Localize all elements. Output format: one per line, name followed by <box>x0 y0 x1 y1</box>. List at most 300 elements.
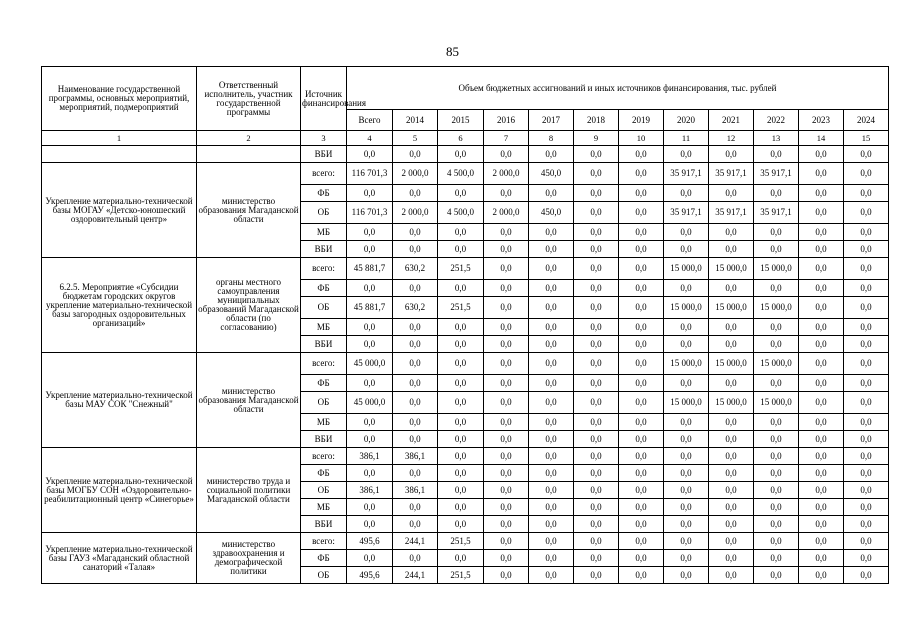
value-cell: 0,0 <box>574 258 619 280</box>
value-cell: 0,0 <box>754 533 799 550</box>
header-name: Наименование государственной программы, основных мероприятий, мероприятий, подмероприятий <box>42 67 197 131</box>
value-cell: 0,0 <box>529 533 574 550</box>
value-cell: 0,0 <box>529 185 574 202</box>
value-cell: 0,0 <box>844 482 889 499</box>
value-cell: 0,0 <box>844 465 889 482</box>
source-cell: МБ <box>301 414 347 431</box>
value-cell: 15 000,0 <box>754 392 799 414</box>
value-cell: 0,0 <box>484 353 529 375</box>
value-cell: 0,0 <box>484 567 529 584</box>
value-cell: 0,0 <box>844 414 889 431</box>
total-cell: 0,0 <box>347 499 393 516</box>
value-cell: 0,0 <box>393 499 438 516</box>
budget-table <box>41 66 889 584</box>
value-cell: 0,0 <box>664 448 709 465</box>
value-cell: 0,0 <box>844 336 889 353</box>
value-cell: 630,2 <box>393 258 438 280</box>
value-cell: 0,0 <box>574 353 619 375</box>
source-cell: всего: <box>301 533 347 550</box>
value-cell: 251,5 <box>438 297 484 319</box>
value-cell: 0,0 <box>574 185 619 202</box>
value-cell: 0,0 <box>664 567 709 584</box>
column-number: 6 <box>438 131 484 146</box>
value-cell: 0,0 <box>799 353 844 375</box>
value-cell: 0,0 <box>484 297 529 319</box>
value-cell: 0,0 <box>529 567 574 584</box>
value-cell: 0,0 <box>799 499 844 516</box>
value-cell: 0,0 <box>438 448 484 465</box>
value-cell: 0,0 <box>574 336 619 353</box>
value-cell: 0,0 <box>484 280 529 297</box>
value-cell: 0,0 <box>619 465 664 482</box>
program-name: Укрепление материально-технической базы ГАУЗ «Магаданский областной санаторий «Талая» <box>42 533 197 584</box>
value-cell: 0,0 <box>619 448 664 465</box>
value-cell: 0,0 <box>754 465 799 482</box>
value-cell: 0,0 <box>709 465 754 482</box>
total-cell: 495,6 <box>347 567 393 584</box>
value-cell: 15 000,0 <box>709 258 754 280</box>
value-cell: 0,0 <box>799 297 844 319</box>
value-cell: 0,0 <box>664 431 709 448</box>
value-cell: 0,0 <box>529 241 574 258</box>
value-cell: 35 917,1 <box>709 202 754 224</box>
value-cell: 0,0 <box>754 185 799 202</box>
value-cell: 0,0 <box>844 163 889 185</box>
value-cell: 0,0 <box>844 375 889 392</box>
value-cell: 0,0 <box>844 258 889 280</box>
source-cell: ОБ <box>301 567 347 584</box>
value-cell: 0,0 <box>529 431 574 448</box>
value-cell: 0,0 <box>574 319 619 336</box>
value-cell: 0,0 <box>574 465 619 482</box>
value-cell: 15 000,0 <box>754 258 799 280</box>
value-cell: 0,0 <box>619 224 664 241</box>
header-year-2016: 2016 <box>484 110 529 131</box>
value-cell: 0,0 <box>709 414 754 431</box>
source-cell: всего: <box>301 163 347 185</box>
value-cell: 0,0 <box>484 146 529 163</box>
value-cell: 0,0 <box>529 414 574 431</box>
source-cell: всего: <box>301 353 347 375</box>
value-cell: 0,0 <box>574 499 619 516</box>
executor-name: министерство здравоохранения и демографической политики <box>197 533 301 584</box>
column-number: 10 <box>619 131 664 146</box>
source-cell: МБ <box>301 224 347 241</box>
value-cell: 450,0 <box>529 202 574 224</box>
value-cell: 0,0 <box>799 414 844 431</box>
header-volume: Объем бюджетных ассигнований и иных источников финансирования, тыс. рублей <box>347 67 889 110</box>
value-cell: 251,5 <box>438 258 484 280</box>
value-cell: 0,0 <box>709 280 754 297</box>
total-cell: 45 881,7 <box>347 297 393 319</box>
value-cell: 0,0 <box>574 163 619 185</box>
value-cell: 0,0 <box>484 414 529 431</box>
value-cell: 0,0 <box>393 224 438 241</box>
carryover-blank-executor <box>197 146 301 163</box>
value-cell: 0,0 <box>574 550 619 567</box>
value-cell: 15 000,0 <box>754 297 799 319</box>
total-cell: 45 881,7 <box>347 258 393 280</box>
value-cell: 0,0 <box>529 258 574 280</box>
value-cell: 0,0 <box>619 533 664 550</box>
value-cell: 0,0 <box>664 414 709 431</box>
value-cell: 35 917,1 <box>709 163 754 185</box>
value-cell: 0,0 <box>844 448 889 465</box>
source-cell: ВБИ <box>301 431 347 448</box>
value-cell: 15 000,0 <box>709 297 754 319</box>
value-cell: 0,0 <box>438 353 484 375</box>
value-cell: 0,0 <box>619 202 664 224</box>
header-year-2021: 2021 <box>709 110 754 131</box>
value-cell: 0,0 <box>844 533 889 550</box>
source-cell: ОБ <box>301 392 347 414</box>
value-cell: 0,0 <box>844 550 889 567</box>
value-cell: 251,5 <box>438 533 484 550</box>
value-cell: 0,0 <box>529 146 574 163</box>
value-cell: 0,0 <box>709 146 754 163</box>
value-cell: 0,0 <box>574 375 619 392</box>
total-cell: 116 701,3 <box>347 163 393 185</box>
program-name: 6.2.5. Мероприятие «Субсидии бюджетам городских округов укрепление материально-технической базы загородных оздоровительных организаций» <box>42 258 197 353</box>
value-cell: 450,0 <box>529 163 574 185</box>
value-cell: 0,0 <box>754 414 799 431</box>
value-cell: 0,0 <box>619 499 664 516</box>
value-cell: 15 000,0 <box>664 258 709 280</box>
total-cell: 116 701,3 <box>347 202 393 224</box>
source-cell: ВБИ <box>301 336 347 353</box>
total-cell: 0,0 <box>347 516 393 533</box>
value-cell: 0,0 <box>754 499 799 516</box>
value-cell: 0,0 <box>844 241 889 258</box>
column-number: 4 <box>347 131 393 146</box>
value-cell: 15 000,0 <box>754 353 799 375</box>
value-cell: 0,0 <box>438 280 484 297</box>
value-cell: 0,0 <box>799 448 844 465</box>
value-cell: 0,0 <box>619 336 664 353</box>
value-cell: 0,0 <box>484 241 529 258</box>
value-cell: 0,0 <box>574 392 619 414</box>
header-year-2020: 2020 <box>664 110 709 131</box>
value-cell: 0,0 <box>484 258 529 280</box>
value-cell: 0,0 <box>664 241 709 258</box>
value-cell: 0,0 <box>619 146 664 163</box>
carryover-blank-name <box>42 146 197 163</box>
total-cell: 0,0 <box>347 550 393 567</box>
value-cell: 0,0 <box>574 448 619 465</box>
value-cell: 0,0 <box>799 163 844 185</box>
executor-name: органы местного самоуправления муниципальных образований Магаданской области (по согласованию) <box>197 258 301 353</box>
value-cell: 2 000,0 <box>484 163 529 185</box>
value-cell: 0,0 <box>438 431 484 448</box>
value-cell: 0,0 <box>844 224 889 241</box>
value-cell: 0,0 <box>529 482 574 499</box>
source-cell: ФБ <box>301 465 347 482</box>
value-cell: 0,0 <box>844 280 889 297</box>
column-number: 8 <box>529 131 574 146</box>
header-year-2017: 2017 <box>529 110 574 131</box>
value-cell: 0,0 <box>799 241 844 258</box>
value-cell: 0,0 <box>709 185 754 202</box>
value-cell: 35 917,1 <box>664 163 709 185</box>
program-name: Укрепление материально-технической базы МАУ СОК "Снежный" <box>42 353 197 448</box>
executor-name: министерство образования Магаданской области <box>197 353 301 448</box>
header-year-2022: 2022 <box>754 110 799 131</box>
value-cell: 15 000,0 <box>709 392 754 414</box>
program-name: Укрепление материально-технической базы МОГБУ СОН «Оздоровительно-реабилитационный центр «Синегорье» <box>42 448 197 533</box>
value-cell: 0,0 <box>484 224 529 241</box>
value-cell: 0,0 <box>574 533 619 550</box>
value-cell: 0,0 <box>438 550 484 567</box>
value-cell: 0,0 <box>393 319 438 336</box>
total-cell: 45 000,0 <box>347 353 393 375</box>
value-cell: 0,0 <box>619 414 664 431</box>
value-cell: 251,5 <box>438 567 484 584</box>
source-cell: ВБИ <box>301 241 347 258</box>
executor-name: министерство образования Магаданской области <box>197 163 301 258</box>
value-cell: 0,0 <box>529 353 574 375</box>
value-cell: 0,0 <box>799 146 844 163</box>
table-row <box>42 353 889 375</box>
value-cell: 2 000,0 <box>484 202 529 224</box>
value-cell: 0,0 <box>664 482 709 499</box>
total-cell: 0,0 <box>347 431 393 448</box>
header-year-2019: 2019 <box>619 110 664 131</box>
value-cell: 0,0 <box>619 185 664 202</box>
value-cell: 0,0 <box>438 319 484 336</box>
value-cell: 0,0 <box>438 465 484 482</box>
value-cell: 0,0 <box>709 375 754 392</box>
value-cell: 244,1 <box>393 533 438 550</box>
value-cell: 0,0 <box>709 499 754 516</box>
total-cell: 0,0 <box>347 146 393 163</box>
value-cell: 0,0 <box>754 319 799 336</box>
value-cell: 0,0 <box>484 465 529 482</box>
value-cell: 0,0 <box>709 448 754 465</box>
value-cell: 0,0 <box>664 224 709 241</box>
value-cell: 0,0 <box>393 392 438 414</box>
value-cell: 0,0 <box>574 414 619 431</box>
total-cell: 495,6 <box>347 533 393 550</box>
value-cell: 0,0 <box>754 241 799 258</box>
value-cell: 0,0 <box>393 336 438 353</box>
total-cell: 0,0 <box>347 375 393 392</box>
value-cell: 15 000,0 <box>709 353 754 375</box>
total-cell: 0,0 <box>347 280 393 297</box>
value-cell: 0,0 <box>484 499 529 516</box>
page-number: 85 <box>446 44 459 59</box>
column-number: 12 <box>709 131 754 146</box>
table-row <box>42 163 889 185</box>
value-cell: 0,0 <box>393 146 438 163</box>
source-cell: ФБ <box>301 375 347 392</box>
value-cell: 0,0 <box>799 202 844 224</box>
value-cell: 0,0 <box>709 224 754 241</box>
value-cell: 0,0 <box>484 392 529 414</box>
value-cell: 0,0 <box>619 241 664 258</box>
value-cell: 0,0 <box>484 550 529 567</box>
total-cell: 386,1 <box>347 448 393 465</box>
value-cell: 0,0 <box>393 241 438 258</box>
source-cell: ОБ <box>301 297 347 319</box>
value-cell: 0,0 <box>393 465 438 482</box>
value-cell: 0,0 <box>393 353 438 375</box>
value-cell: 0,0 <box>574 567 619 584</box>
value-cell: 0,0 <box>844 431 889 448</box>
total-cell: 0,0 <box>347 336 393 353</box>
value-cell: 0,0 <box>484 448 529 465</box>
value-cell: 4 500,0 <box>438 202 484 224</box>
value-cell: 0,0 <box>529 280 574 297</box>
value-cell: 0,0 <box>709 516 754 533</box>
value-cell: 0,0 <box>709 533 754 550</box>
value-cell: 0,0 <box>754 336 799 353</box>
value-cell: 0,0 <box>438 482 484 499</box>
value-cell: 0,0 <box>484 482 529 499</box>
value-cell: 0,0 <box>529 465 574 482</box>
value-cell: 0,0 <box>799 280 844 297</box>
value-cell: 35 917,1 <box>754 163 799 185</box>
total-cell: 0,0 <box>347 224 393 241</box>
column-number: 13 <box>754 131 799 146</box>
value-cell: 0,0 <box>484 516 529 533</box>
value-cell: 0,0 <box>799 319 844 336</box>
source-cell: ОБ <box>301 482 347 499</box>
value-cell: 0,0 <box>709 550 754 567</box>
value-cell: 0,0 <box>529 319 574 336</box>
value-cell: 2 000,0 <box>393 202 438 224</box>
value-cell: 0,0 <box>664 280 709 297</box>
value-cell: 0,0 <box>799 533 844 550</box>
value-cell: 0,0 <box>438 499 484 516</box>
value-cell: 0,0 <box>529 550 574 567</box>
column-number: 2 <box>197 131 301 146</box>
total-cell: 0,0 <box>347 319 393 336</box>
value-cell: 0,0 <box>393 431 438 448</box>
value-cell: 630,2 <box>393 297 438 319</box>
value-cell: 0,0 <box>484 431 529 448</box>
total-cell: 0,0 <box>347 185 393 202</box>
value-cell: 0,0 <box>529 297 574 319</box>
source-cell: ВБИ <box>301 146 347 163</box>
value-cell: 0,0 <box>619 516 664 533</box>
value-cell: 0,0 <box>574 482 619 499</box>
value-cell: 0,0 <box>844 353 889 375</box>
value-cell: 0,0 <box>484 185 529 202</box>
header-year-2014: 2014 <box>393 110 438 131</box>
header-total: Всего <box>347 110 393 131</box>
value-cell: 0,0 <box>619 319 664 336</box>
value-cell: 386,1 <box>393 448 438 465</box>
value-cell: 0,0 <box>438 414 484 431</box>
value-cell: 0,0 <box>754 375 799 392</box>
value-cell: 0,0 <box>799 185 844 202</box>
value-cell: 15 000,0 <box>664 392 709 414</box>
source-cell: всего: <box>301 448 347 465</box>
value-cell: 0,0 <box>709 431 754 448</box>
value-cell: 244,1 <box>393 567 438 584</box>
value-cell: 0,0 <box>844 319 889 336</box>
value-cell: 0,0 <box>574 431 619 448</box>
value-cell: 0,0 <box>619 297 664 319</box>
source-cell: ФБ <box>301 185 347 202</box>
value-cell: 0,0 <box>484 533 529 550</box>
value-cell: 0,0 <box>393 516 438 533</box>
value-cell: 0,0 <box>438 241 484 258</box>
column-number: 7 <box>484 131 529 146</box>
value-cell: 0,0 <box>438 224 484 241</box>
column-number: 15 <box>844 131 889 146</box>
value-cell: 0,0 <box>664 336 709 353</box>
value-cell: 0,0 <box>754 224 799 241</box>
value-cell: 0,0 <box>799 567 844 584</box>
header-year-2024: 2024 <box>844 110 889 131</box>
value-cell: 0,0 <box>709 567 754 584</box>
value-cell: 0,0 <box>754 146 799 163</box>
total-cell: 0,0 <box>347 241 393 258</box>
column-number: 3 <box>301 131 347 146</box>
value-cell: 0,0 <box>754 567 799 584</box>
value-cell: 0,0 <box>754 550 799 567</box>
value-cell: 0,0 <box>664 146 709 163</box>
value-cell: 0,0 <box>438 392 484 414</box>
value-cell: 0,0 <box>619 567 664 584</box>
value-cell: 0,0 <box>619 163 664 185</box>
value-cell: 0,0 <box>393 185 438 202</box>
source-cell: ВБИ <box>301 516 347 533</box>
value-cell: 0,0 <box>393 375 438 392</box>
value-cell: 0,0 <box>574 297 619 319</box>
value-cell: 0,0 <box>574 280 619 297</box>
value-cell: 0,0 <box>574 224 619 241</box>
total-cell: 386,1 <box>347 482 393 499</box>
value-cell: 0,0 <box>529 499 574 516</box>
value-cell: 35 917,1 <box>754 202 799 224</box>
value-cell: 0,0 <box>619 431 664 448</box>
column-number: 9 <box>574 131 619 146</box>
value-cell: 0,0 <box>393 280 438 297</box>
value-cell: 0,0 <box>619 375 664 392</box>
total-cell: 45 000,0 <box>347 392 393 414</box>
header-source: Источник финансирования <box>301 67 347 131</box>
value-cell: 0,0 <box>799 392 844 414</box>
source-cell: МБ <box>301 319 347 336</box>
value-cell: 0,0 <box>619 550 664 567</box>
value-cell: 0,0 <box>529 336 574 353</box>
value-cell: 0,0 <box>393 550 438 567</box>
value-cell: 0,0 <box>438 375 484 392</box>
value-cell: 0,0 <box>754 448 799 465</box>
value-cell: 15 000,0 <box>664 297 709 319</box>
total-cell: 0,0 <box>347 414 393 431</box>
value-cell: 0,0 <box>619 482 664 499</box>
value-cell: 0,0 <box>799 336 844 353</box>
value-cell: 0,0 <box>619 353 664 375</box>
value-cell: 0,0 <box>529 516 574 533</box>
header-executor: Ответственный исполнитель, участник государственной программы <box>197 67 301 131</box>
value-cell: 0,0 <box>484 375 529 392</box>
value-cell: 2 000,0 <box>393 163 438 185</box>
value-cell: 0,0 <box>799 550 844 567</box>
value-cell: 0,0 <box>574 241 619 258</box>
value-cell: 0,0 <box>844 392 889 414</box>
value-cell: 0,0 <box>438 336 484 353</box>
value-cell: 0,0 <box>529 375 574 392</box>
value-cell: 0,0 <box>799 431 844 448</box>
value-cell: 0,0 <box>754 482 799 499</box>
value-cell: 0,0 <box>664 550 709 567</box>
program-name: Укрепление материально-технической базы МОГАУ «Детско-юношеский оздоровительный центр» <box>42 163 197 258</box>
source-cell: ФБ <box>301 280 347 297</box>
